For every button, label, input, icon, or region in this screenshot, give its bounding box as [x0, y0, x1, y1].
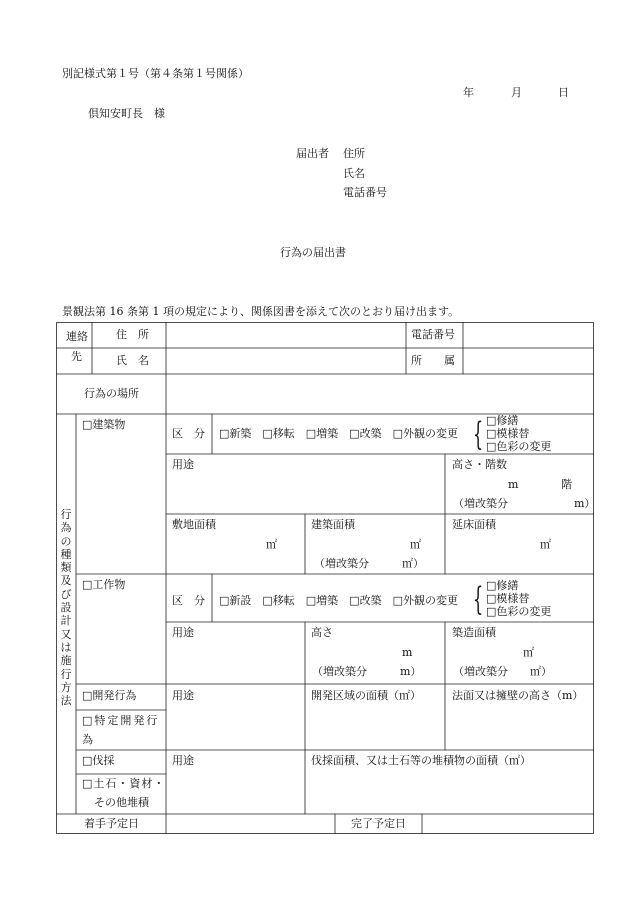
building-repair-option[interactable]: □修繕 — [486, 414, 519, 427]
building-checkbox[interactable]: □建築物 — [82, 418, 126, 431]
building-floor-area-label: 延床面積 — [452, 518, 496, 531]
structure-use-label: 用途 — [172, 626, 194, 639]
applicant-label: 届出者 — [296, 147, 329, 160]
logging-use-label: 用途 — [172, 754, 194, 767]
building-extension-height: （増改築分 m） — [453, 497, 596, 510]
applicant-phone-label: 電話番号 — [343, 186, 387, 199]
logging-area-label: 伐採面積、又は土石等の堆積物の面積（㎡） — [311, 754, 531, 767]
development-checkbox[interactable]: □開発行為 — [82, 689, 137, 702]
building-use-label: 用途 — [172, 458, 194, 471]
structure-repair-option[interactable]: □修繕 — [486, 579, 519, 592]
intro-text: 景観法第 16 条第 1 項の規定により、関係図書を添えて次のとおり届け出ます。 — [62, 305, 460, 318]
building-remodel-option[interactable]: □模様替 — [486, 427, 530, 440]
structure-height-label: 高さ — [311, 626, 333, 639]
structure-category-options[interactable]: □新設 □移転 □増築 □改築 □外観の変更 — [219, 594, 458, 607]
structure-category-label: 区 分 — [172, 594, 205, 607]
date-year-label: 年 — [463, 86, 474, 99]
contact-label-line1: 連絡 — [66, 330, 88, 343]
contact-affiliation-label: 所 属 — [411, 354, 455, 367]
building-extension-area: （増改築分 ㎡） — [314, 557, 424, 570]
contact-address-label: 住 所 — [116, 328, 149, 341]
structure-build-area-label: 築造面積 — [452, 626, 496, 639]
building-category-label: 区 分 — [172, 427, 205, 440]
development-area-label: 開発区域の面積（㎡） — [311, 689, 421, 702]
structure-checkbox[interactable]: □工作物 — [82, 578, 126, 591]
logging-checkbox[interactable]: □伐採 — [82, 754, 115, 767]
notification-form-table — [56, 322, 594, 834]
applicant-address-label: 住所 — [343, 147, 365, 160]
building-site-area-label: 敷地面積 — [172, 518, 216, 531]
development-use-label: 用途 — [172, 689, 194, 702]
building-height-unit: m — [508, 478, 519, 491]
development-slope-label: 法面又は擁壁の高さ（m） — [452, 689, 584, 702]
structure-extension-height: （増改築分 m） — [312, 665, 422, 678]
specific-development-checkbox[interactable]: □特定開発行 — [82, 714, 160, 727]
contact-label-line2: 先 — [71, 350, 82, 363]
building-building-area-label: 建築面積 — [311, 518, 355, 531]
building-floor-unit: 階 — [561, 478, 572, 491]
building-brace-icon: { — [473, 415, 484, 453]
structure-build-area-unit: ㎡ — [523, 646, 534, 659]
structure-color-option[interactable]: □色彩の変更 — [486, 605, 552, 618]
place-label: 行為の場所 — [84, 387, 139, 400]
building-floor-area-unit: ㎡ — [540, 538, 551, 551]
building-color-option[interactable]: □色彩の変更 — [486, 440, 552, 453]
building-height-label: 高さ・階数 — [452, 458, 507, 471]
document-title: 行為の届出書 — [280, 246, 346, 259]
contact-phone-label: 電話番号 — [411, 328, 455, 341]
building-site-area-unit: ㎡ — [266, 538, 277, 551]
start-date-label: 着手予定日 — [84, 817, 139, 830]
end-date-label: 完了予定日 — [351, 817, 406, 830]
structure-brace-icon: { — [473, 580, 484, 618]
structure-extension-area: （増改築分 ㎡） — [453, 665, 552, 678]
building-category-options[interactable]: □新築 □移転 □増築 □改築 □外観の変更 — [219, 427, 458, 440]
date-month-label: 月 — [511, 86, 522, 99]
structure-remodel-option[interactable]: □模様替 — [486, 592, 530, 605]
addressee: 倶知安町長 様 — [88, 107, 165, 120]
specific-development-line2: 為 — [82, 733, 93, 746]
date-day-label: 日 — [558, 86, 569, 99]
applicant-name-label: 氏名 — [343, 167, 365, 180]
form-number: 別記様式第１号（第４条第１号関係） — [62, 67, 249, 80]
soil-material-checkbox[interactable]: □土石・資材・ — [82, 777, 166, 790]
soil-material-line2: その他堆積 — [94, 796, 149, 809]
structure-height-unit: m — [402, 646, 413, 659]
building-building-area-unit: ㎡ — [410, 538, 421, 551]
action-type-vertical-label: 行為の種類及び設計又は施行方法 — [60, 508, 72, 708]
contact-name-label: 氏 名 — [116, 354, 149, 367]
